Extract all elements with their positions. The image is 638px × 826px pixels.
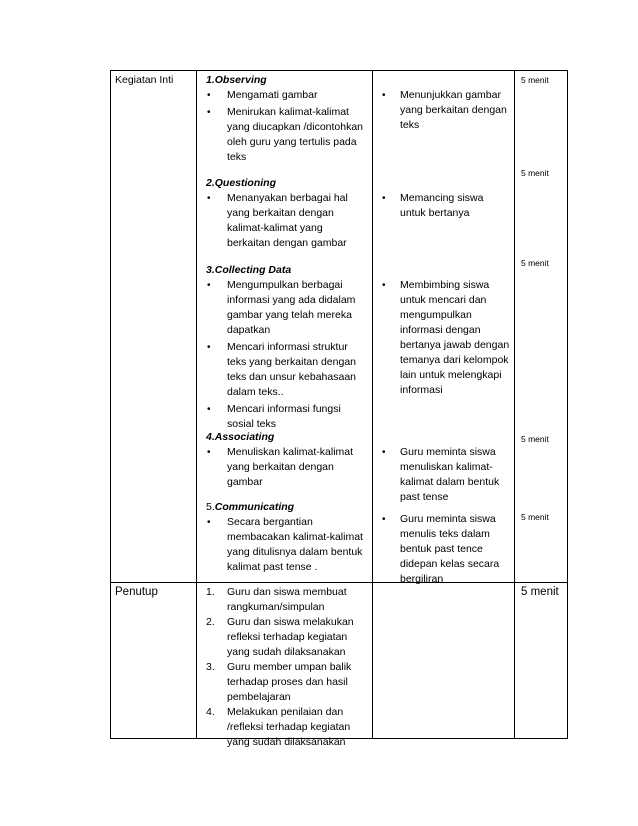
- teacher-activity: bertanya jawab dengan: [400, 339, 510, 351]
- teacher-activity: temanya dari kelompok: [400, 354, 509, 366]
- teacher-activity: bergiliran: [400, 573, 444, 585]
- closing-activity: refleksi terhadap kegiatan: [227, 631, 348, 643]
- bullet: •: [207, 193, 211, 204]
- table-border-right: [567, 70, 568, 739]
- time-allocation: 5 menit: [521, 434, 549, 444]
- student-activity: yang diucapkan /dicontohkan: [227, 121, 364, 133]
- teacher-activity: past tense: [400, 491, 449, 503]
- lesson-activity-table: [110, 70, 568, 748]
- student-activity: informasi yang ada didalam: [227, 294, 356, 306]
- list-number: 1.: [206, 586, 215, 598]
- student-activity: gambar yang telah mereka: [227, 309, 352, 321]
- teacher-activity: untuk mencari dan: [400, 294, 487, 306]
- closing-activity: /refleksi terhadap kegiatan: [227, 721, 351, 733]
- time-allocation: 5 menit: [521, 75, 549, 85]
- bullet: •: [207, 342, 211, 353]
- bullet: •: [207, 90, 211, 101]
- student-activity: yang berkaitan dengan: [227, 461, 334, 473]
- time-allocation: 5 menit: [521, 258, 549, 268]
- teacher-activity: teks: [400, 119, 420, 131]
- table-border-top: [110, 70, 568, 71]
- list-number: 3.: [206, 661, 215, 673]
- section-heading-observing: 1.Observing: [206, 74, 267, 86]
- bullet: •: [382, 447, 386, 458]
- closing-activity: Guru dan siswa melakukan: [227, 616, 354, 628]
- teacher-activity: mengumpulkan: [400, 309, 472, 321]
- student-activity: teks dan unsur kebahasaan: [227, 371, 357, 383]
- teacher-activity: Menunjukkan gambar: [400, 89, 501, 101]
- time-allocation: 5 menit: [521, 512, 549, 522]
- student-activity: Mengamati gambar: [227, 89, 318, 101]
- student-activity: teks: [227, 151, 247, 163]
- row-divider: [110, 582, 568, 583]
- bullet: •: [382, 280, 386, 291]
- teacher-activity: Membimbing siswa: [400, 279, 490, 291]
- bullet: •: [382, 514, 386, 525]
- teacher-activity: Guru meminta siswa: [400, 446, 496, 458]
- student-activity: membacakan kalimat-kalimat: [227, 531, 363, 543]
- teacher-activity: lain untuk melengkapi: [400, 369, 502, 381]
- section-number: 5.: [206, 501, 215, 513]
- bullet: •: [207, 280, 211, 291]
- student-activity: Mengumpulkan berbagai: [227, 279, 343, 291]
- teacher-activity: untuk bertanya: [400, 207, 470, 219]
- time-allocation: 5 menit: [521, 586, 559, 598]
- student-activity: oleh guru yang tertulis pada: [227, 136, 357, 148]
- student-activity: dalam teks..: [227, 386, 284, 398]
- section-heading-questioning: 2.Questioning: [206, 177, 277, 189]
- list-number: 4.: [206, 706, 215, 718]
- teacher-activity: menulis teks dalam: [400, 528, 490, 540]
- bullet: •: [382, 90, 386, 101]
- section-heading-communicating: [206, 500, 294, 515]
- teacher-activity: menuliskan kalimat-: [400, 461, 493, 473]
- student-activity: gambar: [227, 476, 263, 488]
- closing-activity: Guru dan siswa membuat: [227, 586, 347, 598]
- bullet: •: [382, 193, 386, 204]
- student-activity: sosial teks: [227, 418, 277, 430]
- section-heading-associating: 4.Associating: [206, 431, 275, 443]
- time-allocation: 5 menit: [521, 168, 549, 178]
- student-activity: dapatkan: [227, 324, 271, 336]
- student-activity: yang berkaitan dengan: [227, 207, 334, 219]
- column-divider: [372, 70, 373, 739]
- student-activity: Mencari informasi struktur: [227, 341, 348, 353]
- closing-activity: rangkuman/simpulan: [227, 601, 325, 613]
- teacher-activity: informasi: [400, 384, 443, 396]
- section-heading-collecting-data: 3.Collecting Data: [206, 264, 292, 276]
- closing-activity: terhadap proses dan hasil: [227, 676, 348, 688]
- teacher-activity: bentuk past tence: [400, 543, 483, 555]
- student-activity: berkaitan dengan gambar: [227, 237, 347, 249]
- student-activity: Menirukan kalimat-kalimat: [227, 106, 349, 118]
- closing-activity: pembelajaran: [227, 691, 291, 703]
- closing-activity: yang sudah dilaksanakan: [227, 646, 346, 658]
- bullet: •: [207, 404, 211, 415]
- bullet: •: [207, 107, 211, 118]
- closing-activity: Melakukan penilaian dan: [227, 706, 344, 718]
- teacher-activity: informasi dengan: [400, 324, 481, 336]
- teacher-activity: didepan kelas secara: [400, 558, 500, 570]
- bullet: •: [207, 447, 211, 458]
- student-activity: kalimat past tense .: [227, 561, 318, 573]
- column-divider: [514, 70, 515, 739]
- list-number: 2.: [206, 616, 215, 628]
- teacher-activity: Guru meminta siswa: [400, 513, 496, 525]
- table-border-left: [110, 70, 111, 739]
- student-activity: Secara bergantian: [227, 516, 313, 528]
- student-activity: yang ditulisnya dalam bentuk: [227, 546, 363, 558]
- closing-activity: yang sudah dilaksanakan: [227, 736, 346, 748]
- teacher-activity: Memancing siswa: [400, 192, 484, 204]
- column-divider: [196, 70, 197, 739]
- bullet: •: [207, 517, 211, 528]
- student-activity: Menuliskan kalimat-kalimat: [227, 446, 354, 458]
- row-label-kegiatan-inti: Kegiatan Inti: [115, 74, 174, 86]
- teacher-activity: kalimat dalam bentuk: [400, 476, 500, 488]
- student-activity: teks yang berkaitan dengan: [227, 356, 357, 368]
- closing-activity: Guru member umpan balik: [227, 661, 352, 673]
- student-activity: Menanyakan berbagai hal: [227, 192, 348, 204]
- section-title: Communicating: [214, 501, 295, 513]
- teacher-activity: yang berkaitan dengan: [400, 104, 507, 116]
- row-label-penutup: Penutup: [115, 586, 158, 598]
- student-activity: Mencari informasi fungsi: [227, 403, 341, 415]
- student-activity: kalimat-kalimat yang: [227, 222, 323, 234]
